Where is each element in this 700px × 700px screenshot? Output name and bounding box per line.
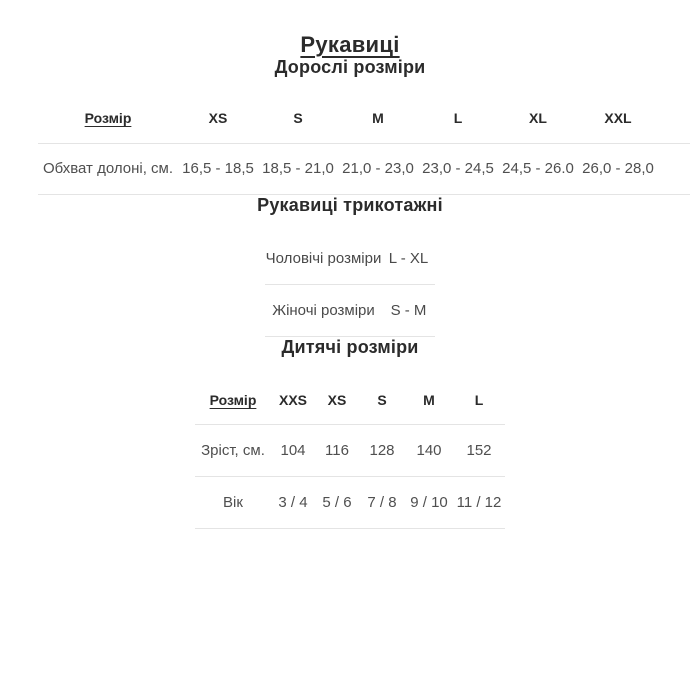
adult-value-spacer: [658, 143, 690, 194]
children-section-heading: Дитячі розміри: [281, 337, 419, 357]
children-age-xxs: 3 / 4: [271, 476, 315, 528]
size-chart-page: [0, 32, 700, 700]
children-height-m: 140: [405, 424, 453, 476]
adult-sizes-section: [0, 57, 700, 195]
knitted-gloves-section: [0, 195, 700, 338]
adult-value-l: 23,0 - 24,5: [418, 143, 498, 194]
adult-palm-girth-row: [38, 143, 690, 194]
children-header-m: M: [405, 376, 453, 424]
knitted-men-row: [265, 233, 435, 285]
children-age-m: 9 / 10: [405, 476, 453, 528]
children-age-label: Вік: [195, 476, 271, 528]
children-height-xxs: 104: [271, 424, 315, 476]
knitted-men-label: Чоловічі розміри: [265, 233, 382, 285]
adult-sizes-table: [38, 94, 690, 195]
knitted-women-value: S - M: [382, 285, 435, 337]
children-height-l: 152: [453, 424, 505, 476]
children-height-s: 128: [359, 424, 405, 476]
adult-header-xxl: XXL: [578, 94, 658, 143]
children-header-xs: XS: [315, 376, 359, 424]
children-header-row: [195, 376, 505, 424]
adult-header-l: L: [418, 94, 498, 143]
knitted-section-heading: Рукавиці трикотажні: [257, 194, 443, 215]
children-height-row: [195, 424, 505, 476]
adult-header-m: M: [338, 94, 418, 143]
adult-value-xl: 24,5 - 26.0: [498, 143, 578, 194]
children-header-size-label: Розмір: [195, 376, 271, 424]
adult-value-s: 18,5 - 21,0: [258, 143, 338, 194]
children-sizes-section: [0, 337, 700, 529]
adult-row-label: Обхват долоні, см.: [38, 143, 178, 194]
children-age-s: 7 / 8: [359, 476, 405, 528]
adult-value-m: 21,0 - 23,0: [338, 143, 418, 194]
knitted-men-value: L - XL: [382, 233, 435, 285]
adult-header-xs: XS: [178, 94, 258, 143]
children-age-row: [195, 476, 505, 528]
adult-header-s: S: [258, 94, 338, 143]
adult-section-heading: Дорослі розміри: [274, 57, 426, 77]
children-age-xs: 5 / 6: [315, 476, 359, 528]
adult-header-size-label: Розмір: [38, 94, 178, 143]
knitted-sizes-table: [265, 233, 435, 338]
children-sizes-table: [195, 376, 505, 529]
children-age-l: 11 / 12: [453, 476, 505, 528]
children-height-xs: 116: [315, 424, 359, 476]
adult-header-xl: XL: [498, 94, 578, 143]
adult-header-row: [38, 94, 690, 143]
children-header-xxs: XXS: [271, 376, 315, 424]
adult-value-xs: 16,5 - 18,5: [178, 143, 258, 194]
adult-header-spacer: [658, 94, 690, 143]
children-header-l: L: [453, 376, 505, 424]
adult-value-xxl: 26,0 - 28,0: [578, 143, 658, 194]
knitted-women-label: Жіночі розміри: [265, 285, 382, 337]
children-height-label: Зріст, см.: [195, 424, 271, 476]
knitted-women-row: [265, 285, 435, 337]
children-header-s: S: [359, 376, 405, 424]
page-title: Рукавиці: [300, 32, 400, 57]
